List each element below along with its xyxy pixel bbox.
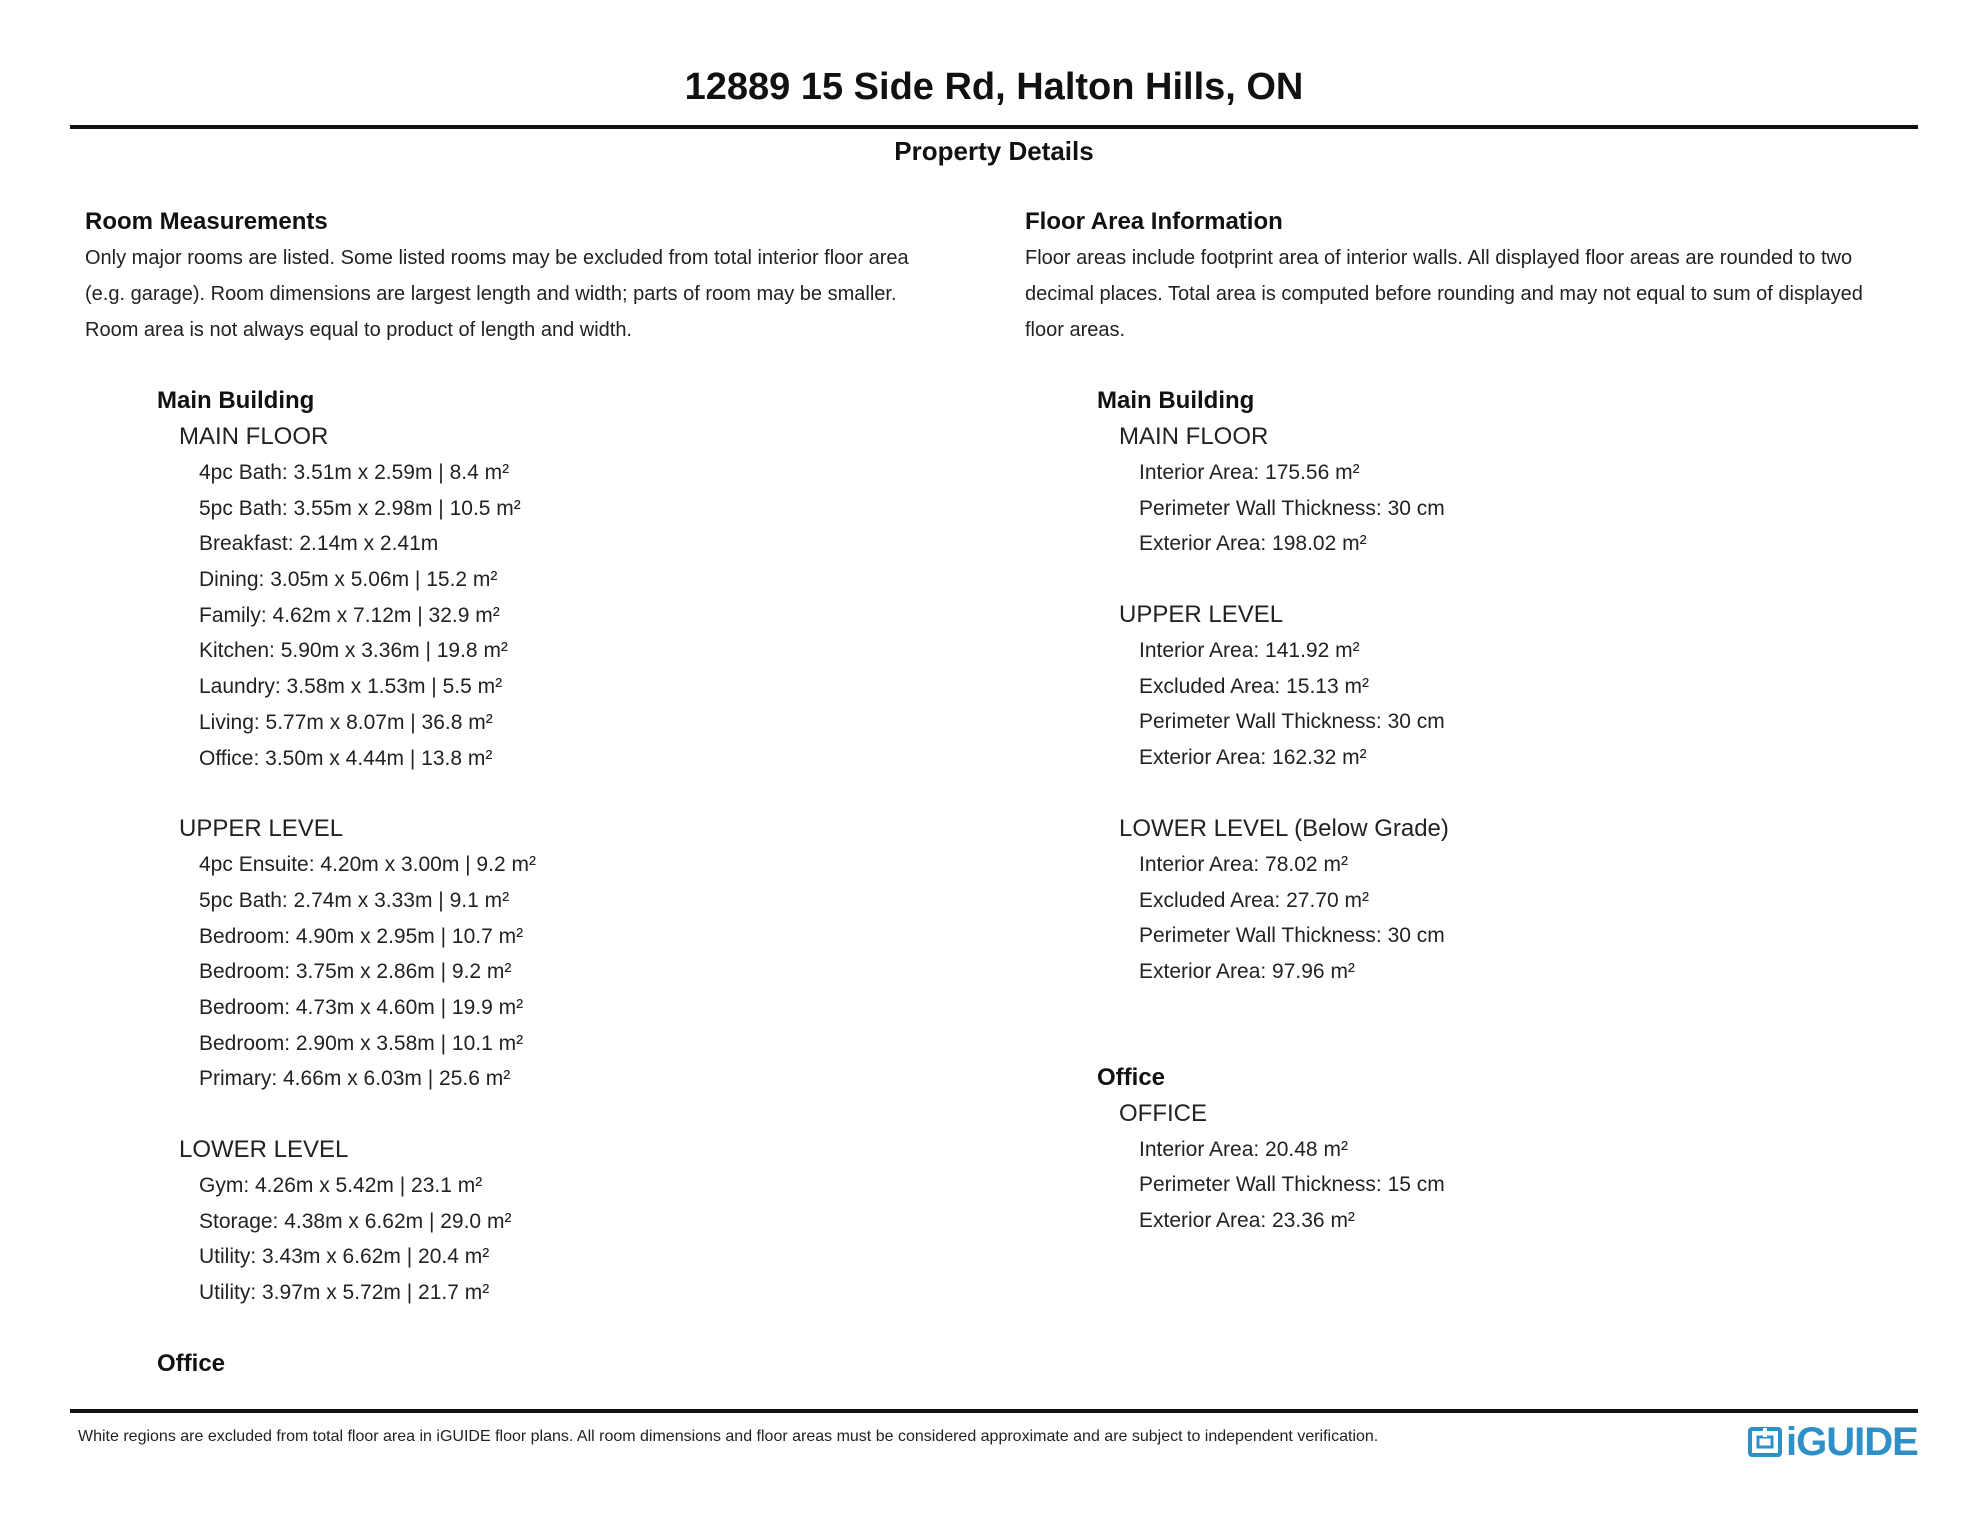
room-item: 5pc Bath: 2.74m x 3.33m | 9.1 m² [199,888,510,912]
room-measurements-title: Room Measurements [85,208,328,235]
room-item: Office: 3.50m x 4.44m | 13.8 m² [199,746,493,770]
floor-area-intro [1025,240,1945,348]
level-name-upper-level: UPPER LEVEL [1119,601,1284,629]
rooms-main-building [157,383,985,1382]
header-divider [70,125,1918,129]
building-name: Main Building [157,387,315,414]
area-item: Interior Area: 20.48 m² [1139,1137,1348,1161]
intro-line: Floor areas include footprint area of interior walls. All displayed floor areas are rounded to two [1025,247,1853,269]
area-item: Perimeter Wall Thickness: 30 cm [1139,710,1445,734]
room-item: Dining: 3.05m x 5.06m | 15.2 m² [199,568,498,592]
intro-line: Only major rooms are listed. Some listed rooms may be excluded from total interior floor area [85,247,909,269]
area-item: Exterior Area: 23.36 m² [1139,1208,1355,1232]
building-name: Main Building [1097,387,1255,414]
area-item: Excluded Area: 15.13 m² [1139,674,1369,698]
room-item: Bedroom: 4.73m x 4.60m | 19.9 m² [199,995,524,1019]
room-item: Bedroom: 3.75m x 2.86m | 9.2 m² [199,960,512,984]
level-name-lower-level: LOWER LEVEL (Below Grade) [1119,814,1449,842]
area-item: Excluded Area: 27.70 m² [1139,888,1369,912]
iguide-logo [1748,1420,1918,1464]
level-name-upper-level: UPPER LEVEL [179,815,344,843]
room-item: Storage: 4.38m x 6.62m | 29.0 m² [199,1209,512,1233]
level-name-main-floor: MAIN FLOOR [1119,423,1269,450]
room-measurements-section [85,204,985,1382]
room-item: Utility: 3.43m x 6.62m | 20.4 m² [199,1245,490,1269]
room-measurements-intro [85,240,985,348]
level-name-main-floor: MAIN FLOOR [179,423,329,450]
room-item: Family: 4.62m x 7.12m | 32.9 m² [199,603,500,627]
area-item: Exterior Area: 198.02 m² [1139,532,1367,556]
area-item: Perimeter Wall Thickness: 15 cm [1139,1173,1445,1197]
room-item: 4pc Bath: 3.51m x 2.59m | 8.4 m² [199,461,510,484]
area-item: Interior Area: 175.56 m² [1139,461,1360,484]
room-item: Primary: 4.66m x 6.03m | 25.6 m² [199,1067,511,1091]
room-item: Utility: 3.97m x 5.72m | 21.7 m² [199,1281,490,1305]
page-title: 12889 15 Side Rd, Halton Hills, ON [684,66,1304,108]
area-item: Interior Area: 78.02 m² [1139,852,1348,876]
area-item: Perimeter Wall Thickness: 30 cm [1139,496,1445,520]
area-item: Exterior Area: 97.96 m² [1139,959,1355,983]
level-name-lower-level: LOWER LEVEL [179,1136,349,1163]
room-item: 4pc Ensuite: 4.20m x 3.00m | 9.2 m² [199,853,536,877]
footer-note: White regions are excluded from total floor area in iGUIDE floor plans. All room dimensions and floor areas must be considered approximate and are subject to independent verification. [78,1428,1379,1445]
room-item: Bedroom: 4.90m x 2.95m | 10.7 m² [199,924,524,948]
floor-area-section [1025,204,1945,1239]
room-item: Laundry: 3.58m x 1.53m | 5.5 m² [199,675,503,699]
room-item: Bedroom: 2.90m x 3.58m | 10.1 m² [199,1031,524,1055]
room-item: Breakfast: 2.14m x 2.41m [199,532,439,556]
intro-line: decimal places. Total area is computed before rounding and may not equal to sum of displayed [1025,283,1863,305]
room-item: Living: 5.77m x 8.07m | 36.8 m² [199,710,493,734]
footer-divider [70,1409,1918,1413]
room-item: 5pc Bath: 3.55m x 2.98m | 10.5 m² [199,496,521,520]
intro-line: (e.g. garage). Room dimensions are largest length and width; parts of room may be smaller. [85,283,897,305]
room-item: Gym: 4.26m x 5.42m | 23.1 m² [199,1174,483,1197]
area-item: Exterior Area: 162.32 m² [1139,746,1367,770]
iguide-logo-icon [1748,1426,1782,1458]
level-name-office: OFFICE [1119,1099,1207,1127]
iguide-logo-text: iGUIDE [1786,1419,1918,1464]
area-item: Interior Area: 141.92 m² [1139,639,1360,663]
building-name-office: Office [1097,1063,1166,1091]
room-item: Kitchen: 5.90m x 3.36m | 19.8 m² [199,639,508,663]
intro-line: floor areas. [1025,319,1126,341]
building-name-office: Office [157,1349,226,1377]
floor-area-title: Floor Area Information [1025,208,1283,235]
intro-line: Room area is not always equal to product of length and width. [85,319,632,341]
areas-main-building [1097,383,1945,1239]
page-subtitle: Property Details [894,136,1094,166]
area-item: Perimeter Wall Thickness: 30 cm [1139,924,1445,948]
